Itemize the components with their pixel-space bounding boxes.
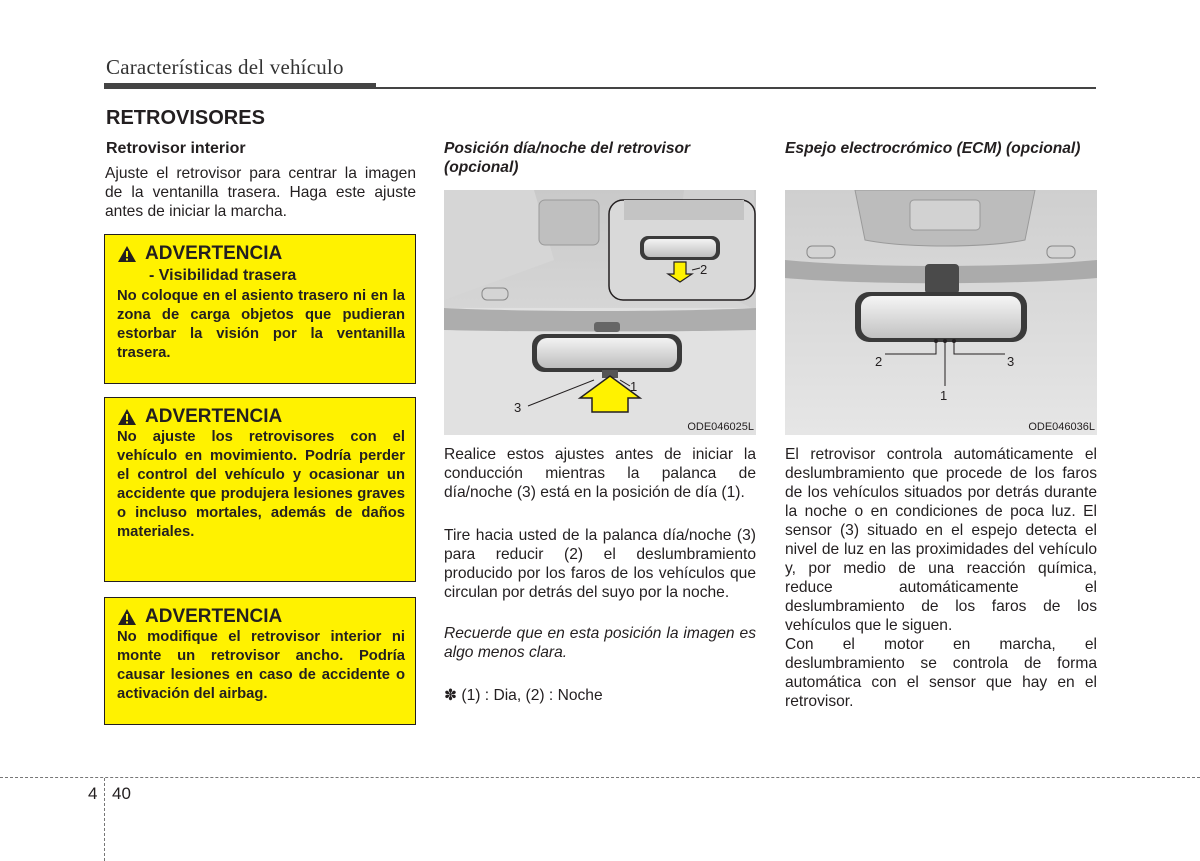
callout-2: 2 [875, 354, 883, 369]
warning-text: No modifique el retrovisor interior ni monte un retrovisor ancho. Podría causar lesiones en caso de accidente o activación del airbag. [117, 629, 405, 702]
callout-1: 1 [630, 379, 638, 394]
warning-text: No coloque en el asiento trasero ni en la zona de carga objetos que pudieran estorbar la visión por la ventanilla trasera. [117, 288, 405, 361]
page-header-title: Características del vehículo [106, 55, 344, 79]
warning-title: ADVERTENCIA [145, 606, 283, 627]
page-number: 40 [112, 784, 131, 803]
chapter-number: 4 [88, 784, 98, 803]
ecm-mirror-illustration [785, 190, 1097, 435]
warning-triangle-icon [117, 608, 137, 626]
middle-paragraph-3: Recuerde que en esta posición la imagen es algo menos clara. [444, 625, 756, 661]
ecm-mirror-figure [785, 190, 1097, 435]
callout-3: 3 [1007, 354, 1015, 369]
callout-1: 1 [940, 388, 948, 403]
intro-paragraph: Ajuste el retrovisor para centrar la imagen de la ventanilla trasera. Haga este ajuste antes de iniciar la marcha. [105, 165, 416, 220]
middle-heading: Posición día/noche del retrovisor (opcional) [444, 140, 691, 176]
middle-paragraph-1: Realice estos ajustes antes de iniciar la conducción mientras la palanca de día/noche (3) está en la posición de día (1). [444, 446, 756, 501]
middle-paragraph-2: Tire hacia usted de la palanca día/noche (3) para reducir (2) el deslumbramiento producido por los faros de los vehículos que circulan por detrás del suyo por la noche. [444, 527, 756, 601]
header-rule-thick [104, 83, 376, 89]
warning-subtitle: - Visibilidad trasera [149, 267, 297, 284]
warning-box-modification [104, 597, 416, 725]
warning-text: No ajuste los retrovisores con el vehículo en movimiento. Podría perder el control del vehículo y ocasionar un accidente que produjera lesiones graves o incluso mortales, además de daños materiales. [117, 429, 405, 540]
callout-3: 3 [514, 400, 522, 415]
header-rule-thin [376, 87, 1096, 89]
warning-title: ADVERTENCIA [145, 406, 283, 427]
subhead-retrovisor-interior: Retrovisor interior [106, 140, 246, 157]
footer-vertical-rule [104, 778, 105, 861]
warning-box-visibility [104, 234, 416, 384]
day-night-mirror-illustration [444, 190, 756, 435]
day-night-mirror-figure [444, 190, 756, 435]
figure-code: ODE046025L [687, 421, 754, 433]
right-paragraph-2: Con el motor en marcha, el deslumbramiento se controla de forma automática con el sensor que hay en el retrovisor. [785, 636, 1097, 710]
warning-triangle-icon [117, 245, 137, 263]
figure-code: ODE046036L [1028, 421, 1095, 433]
callout-2: 2 [700, 262, 708, 277]
warning-title: ADVERTENCIA [145, 243, 283, 264]
day-night-note: ✽ (1) : Dia, (2) : Noche [444, 687, 603, 704]
footer-dashed-rule [0, 777, 1200, 778]
right-paragraph-1: El retrovisor controla automáticamente el deslumbramiento que procede de los faros de los vehículos situados por detrás durante la noche o en condiciones de poca luz. El sensor (3) situado en el espejo detecta el nivel de luz en las proximidades del vehículo y, por medio de una reacción química, reduce automáticamente el deslumbramiento de los faros de los vehículos que le siguen. [785, 446, 1097, 634]
right-heading: Espejo electrocrómico (ECM) (opcional) [785, 140, 1081, 157]
warning-box-movement [104, 397, 416, 582]
section-title: RETROVISORES [106, 107, 265, 129]
warning-triangle-icon [117, 408, 137, 426]
